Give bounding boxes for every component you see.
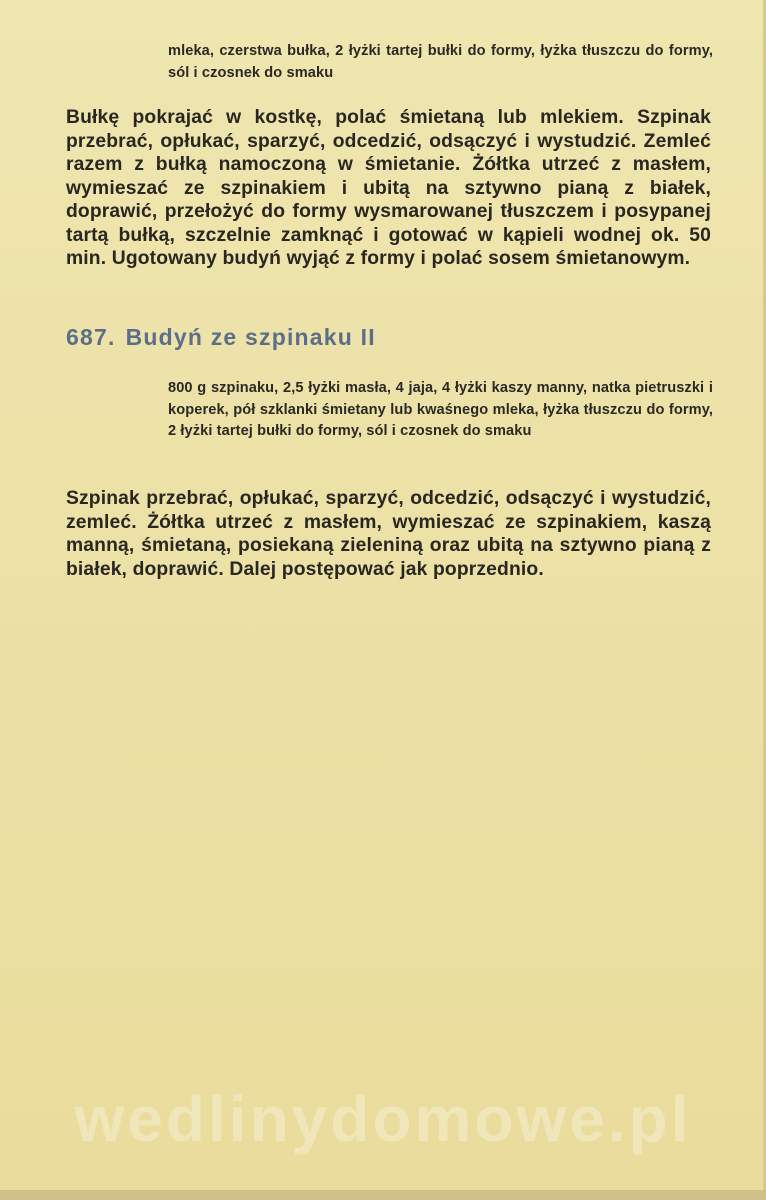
watermark: wedlinydomowe.pl [74, 1083, 692, 1155]
ingredients-top: mleka, czerstwa bułka, 2 łyżki tartej bułki do formy, łyżka tłuszczu do formy, sól i czosnek do smaku [168, 43, 713, 81]
instructions-top: Bułkę pokrajać w kostkę, polać śmietaną lub mlekiem. Szpinak przebrać, opłukać, sparzyć, odcedzić, odsączyć i wystudzić. Zemleć razem z bułką namoczoną w śmietanie. Żółtka utrzeć z masłem, wymieszać ze szpinakiem i ubitą na sztywno pianą z białek, doprawić, przełożyć do formy wysmarowanej tłuszczem i posypanej tartą bułką, szczelnie zamknąć i gotować w kąpieli wodnej ok. 50 min. Ugotowany budyń wyjąć z formy i polać sosem śmietanowym. [66, 107, 711, 269]
recipe-instructions: Szpinak przebrać, opłukać, sparzyć, odcedzić, odsączyć i wystudzić, zemleć. Żółtka utrzeć z masłem, wymieszać ze szpinakiem, kaszą manną, śmietaną, posiekaną zieleniną oraz ubitą na sztywno pianą z białek, doprawić. Dalej postępować jak poprzednio. [66, 488, 711, 580]
recipe-title: Budyń ze szpinaku II [125, 324, 376, 350]
recipe-heading [66, 324, 376, 351]
recipe-number: 687. [66, 324, 116, 350]
recipe-ingredients: 800 g szpinaku, 2,5 łyżki masła, 4 jaja, 4 łyżki kaszy manny, natka pietruszki i koperek, pół szklanki śmietany lub kwaśnego mleka, łyżka tłuszczu do formy, 2 łyżki tartej bułki do formy, sól i czosnek do smaku [168, 380, 713, 439]
page-edge-bottom [0, 1190, 766, 1200]
